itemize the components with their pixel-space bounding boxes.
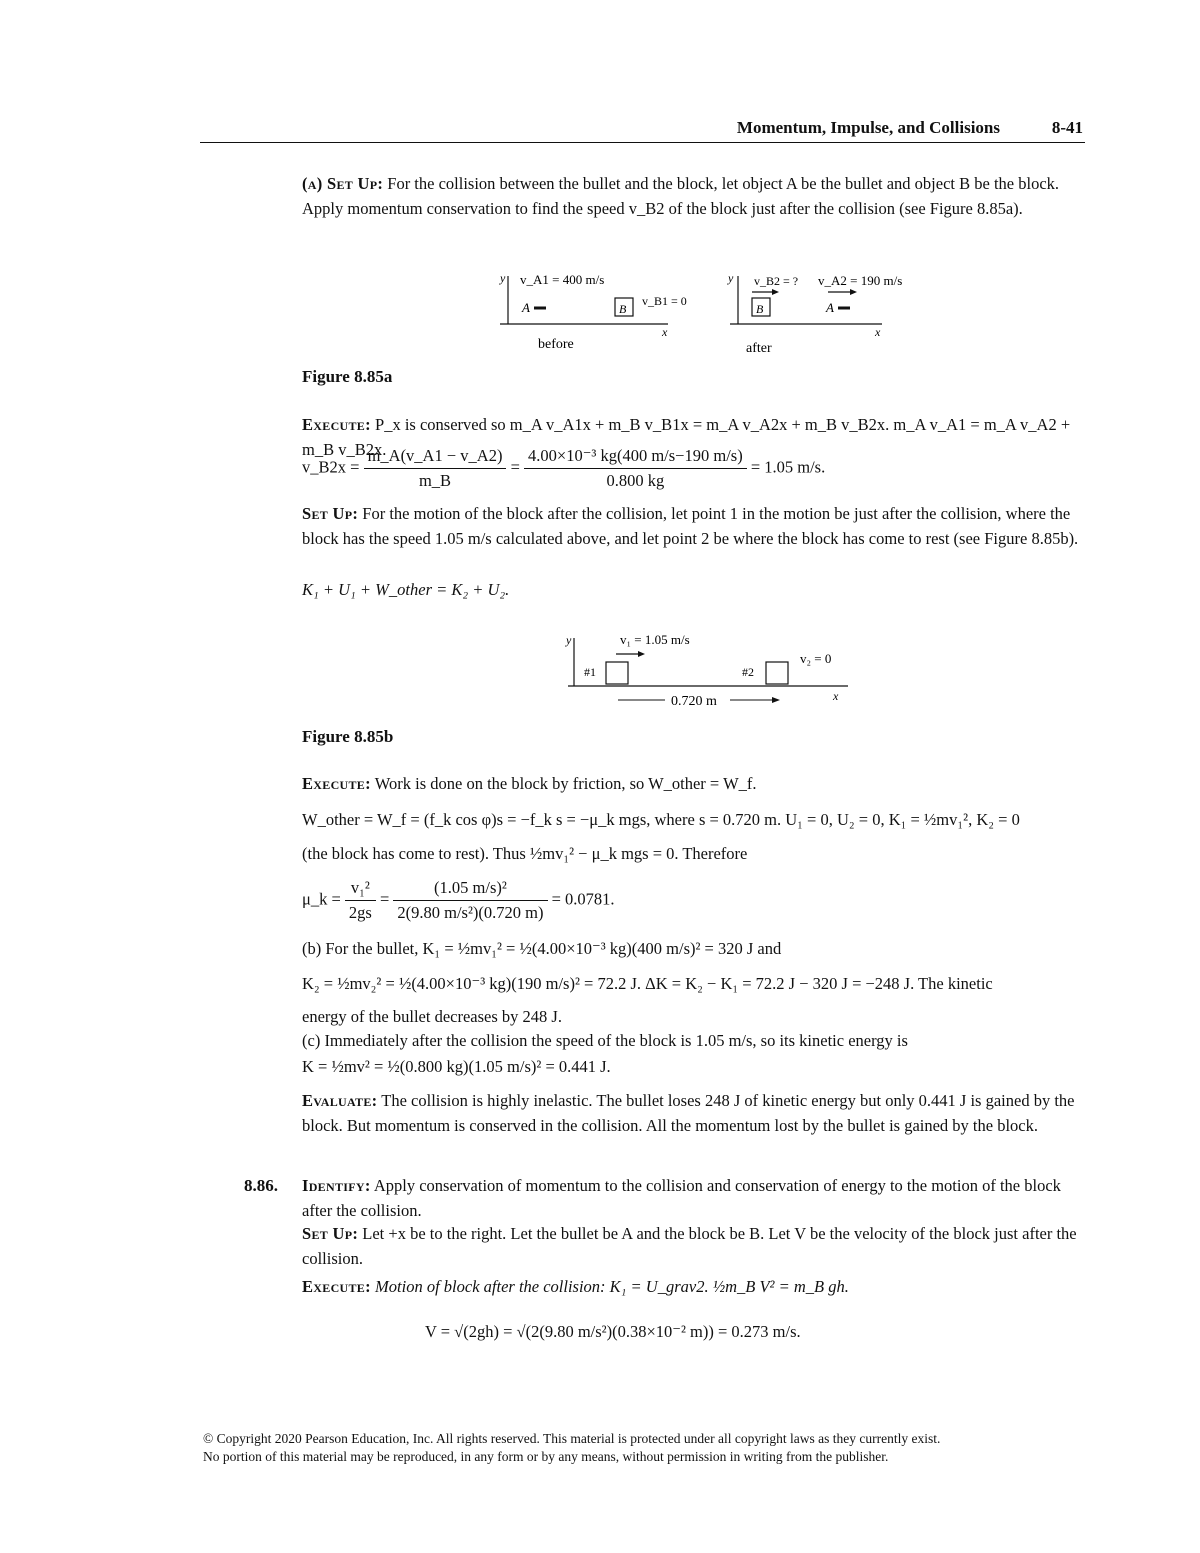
after-y-label: y (728, 271, 734, 285)
vB2x-result: = 1.05 m/s. (750, 457, 826, 477)
after-vA2: v_A2 = 190 m/s (818, 273, 903, 288)
execute-a-label: Execute: (302, 415, 371, 434)
fig-b-v2: v₂ = 0 (800, 651, 832, 666)
evaluate-text: The collision is highly inelastic. The bullet loses 248 J of kinetic energy but only 0.441 J is gained by the block. But momentum is conserved in the collision. All the momentum lost by the bullet is gained by the block. (302, 1091, 1075, 1135)
evaluate-label: Evaluate: (302, 1091, 378, 1110)
before-A-label: A (522, 300, 530, 315)
vB2x-lhs: v_B2x = (302, 457, 360, 477)
fig-b-p1: #1 (584, 665, 596, 679)
figure-8-85a-caption: Figure 8.85a (302, 367, 393, 386)
execute-friction-line1 (302, 772, 1082, 797)
vB2x-equation: v_B2x = $\frac{m\_A(v\_A1 - v\_A2)}{m\_B}$ = $\frac{\text{4.00×10⁻³ kg(400 m/s−190 m/s)}}{0.800 kg}$ = 1.05 m/s. (302, 444, 825, 493)
running-title: Momentum, Impulse, and Collisions (736, 118, 1000, 137)
setup-8-86-text: Let +x be to the right. Let the bullet be A and the block be B. Let V be the velocity of the block just after the collision. (302, 1224, 1077, 1268)
mu-k-lhs: μ_k = (302, 889, 341, 909)
before-x-label: x (662, 325, 668, 339)
before-vA1: v_A1 = 400 m/s (520, 272, 605, 287)
problem-number-8-86: 8.86. (244, 1176, 278, 1195)
execute-friction-text: Work is done on the block by friction, so W_other = W_f. (374, 774, 757, 793)
fig-b-v1: v₁ = 1.05 m/s (620, 632, 690, 647)
figure-a-before (499, 271, 687, 352)
execute-8-86-label: Execute: (302, 1277, 371, 1296)
vB2x-fraction-symbolic (364, 444, 507, 493)
after-vB2: v_B2 = ? (754, 274, 799, 288)
vB2x-num-symbolic: m_A(v_A1 − v_A2) (364, 444, 507, 469)
part-b-line2: K₂ = ½mv₂² = ½(4.00×10⁻³ kg)(190 m/s)² = 72.2 J. ΔK = K₂ − K₁ = 72.2 J − 320 J = −248 J. The kinetic (302, 974, 993, 993)
problem-8-86-identify (302, 1174, 1082, 1223)
part-c-line2: K = ½mv² = ½(0.800 kg)(1.05 m/s)² = 0.441 J. (302, 1057, 611, 1076)
mu-k-num-symbolic: v₁² (345, 876, 376, 901)
setup-block-motion-text: For the motion of the block after the collision, let point 1 in the motion be just after the collision, where the block has the speed 1.05 m/s calculated above, and let point 2 be where the block has come to rest (see Figure 8.85b). (302, 504, 1079, 548)
before-B-label: B (619, 302, 627, 316)
velocity-equation: V = √(2gh) = √(2(9.80 m/s²)(0.38×10⁻² m)) = 0.273 m/s. (425, 1322, 801, 1341)
fig-b-p2: #2 (742, 665, 754, 679)
mu-k-num-numeric: (1.05 m/s)² (393, 876, 547, 901)
part-b-line1: (b) For the bullet, K₁ = ½mv₁² = ½(4.00×10⁻³ kg)(400 m/s)² = 320 J and (302, 939, 782, 958)
execute-8-86-text: Motion of block after the collision: K₁ = U_grav2. ½m_B V² = m_B gh. (375, 1277, 849, 1296)
after-A-label: A (826, 300, 834, 315)
part-a-setup (302, 172, 1082, 221)
setup-block-motion-label: Set Up: (302, 504, 359, 523)
vB2x-den-numeric: 0.800 kg (606, 471, 665, 490)
identify-label: Identify: (302, 1176, 371, 1195)
evaluate (302, 1089, 1082, 1138)
part-a-setup-text: For the collision between the bullet and the block, let object A be the bullet and object B be the block. Apply momentum conservation to find the speed v_B2 of the block just after the collision (see Figure 8.85a). (302, 174, 1060, 218)
part-b-line3: energy of the bullet decreases by 248 J. (302, 1007, 562, 1026)
fig-b-block-1 (606, 662, 628, 684)
copyright-line1: © Copyright 2020 Pearson Education, Inc. All rights reserved. This material is protected under all copyright laws as they currently exist. (203, 1431, 941, 1446)
mu-k-den-symbolic: 2gs (348, 903, 372, 922)
execute-a-text: P_x is conserved so m_A v_A1x + m_B v_B1x = m_A v_A2x + m_B v_B2x. m_A v_A1 = m_A v_A2 + m_B v_B2x. (302, 415, 1071, 459)
identify-text: Apply conservation of momentum to the collision and conservation of energy to the motion of the block after the collision. (302, 1176, 1061, 1220)
mu-k-fraction-symbolic (345, 876, 376, 925)
problem-8-86-setup (302, 1222, 1082, 1271)
energy-equation: K₁ + U₁ + W_other = K₂ + U₂. (302, 580, 510, 599)
fig-b-distance: 0.720 m (671, 694, 717, 709)
execute-friction-line2: W_other = W_f = (f_k cos φ)s = −f_k s = −μ_k mgs, where s = 0.720 m. U₁ = 0, U₂ = 0, K₁ = ½mv₁², K₂ = 0 (302, 810, 1020, 829)
mu-k-equation: μ_k = $\frac{\text{v₁²}}{2gs}$ = $\frac{\text{(1.05 m/s)²}}{\text{2(9.80 m/s²)(0.720 m)}}$ = 0.0781. (302, 876, 615, 925)
page-number: 8-41 (1051, 118, 1083, 137)
after-B-label: B (756, 302, 764, 316)
figure-8-85b-caption: Figure 8.85b (302, 727, 394, 746)
part-c-line1: (c) Immediately after the collision the speed of the block is 1.05 m/s, so its kinetic energy is (302, 1031, 908, 1050)
setup-block-motion (302, 502, 1082, 551)
copyright-line2: No portion of this material may be reproduced, in any form or by any means, without permission in writing from the publisher. (203, 1449, 889, 1464)
setup-8-86-label: Set Up: (302, 1224, 359, 1243)
fig-b-y-label: y (566, 633, 572, 647)
after-x-label: x (875, 325, 881, 339)
before-label: before (538, 337, 574, 352)
mu-k-den-numeric: 2(9.80 m/s²)(0.720 m) (397, 903, 544, 922)
mu-k-result: = 0.0781. (551, 889, 615, 909)
mu-k-fraction-numeric (393, 876, 547, 925)
page-header (200, 116, 1085, 143)
vB2x-num-numeric: 4.00×10⁻³ kg(400 m/s−190 m/s) (524, 444, 747, 469)
execute-friction-label: Execute: (302, 774, 371, 793)
vB2x-fraction-numeric (524, 444, 747, 493)
vB2x-den-symbolic: m_B (418, 471, 452, 490)
before-vB1: v_B1 = 0 (642, 294, 687, 308)
figure-8-85a (490, 268, 910, 358)
copyright-footer (203, 1430, 1083, 1466)
after-label: after (746, 341, 772, 356)
fig-b-x-label: x (833, 689, 839, 703)
before-y-label: y (500, 271, 506, 285)
part-a-setup-label: (a) Set Up: (302, 174, 384, 193)
figure-8-85b (560, 628, 860, 718)
figure-a-after (727, 271, 902, 356)
fig-b-block-2 (766, 662, 788, 684)
problem-8-86-execute (302, 1275, 1082, 1300)
execute-friction-line3: (the block has come to rest). Thus ½mv₁² − μ_k mgs = 0. Therefore (302, 844, 748, 863)
